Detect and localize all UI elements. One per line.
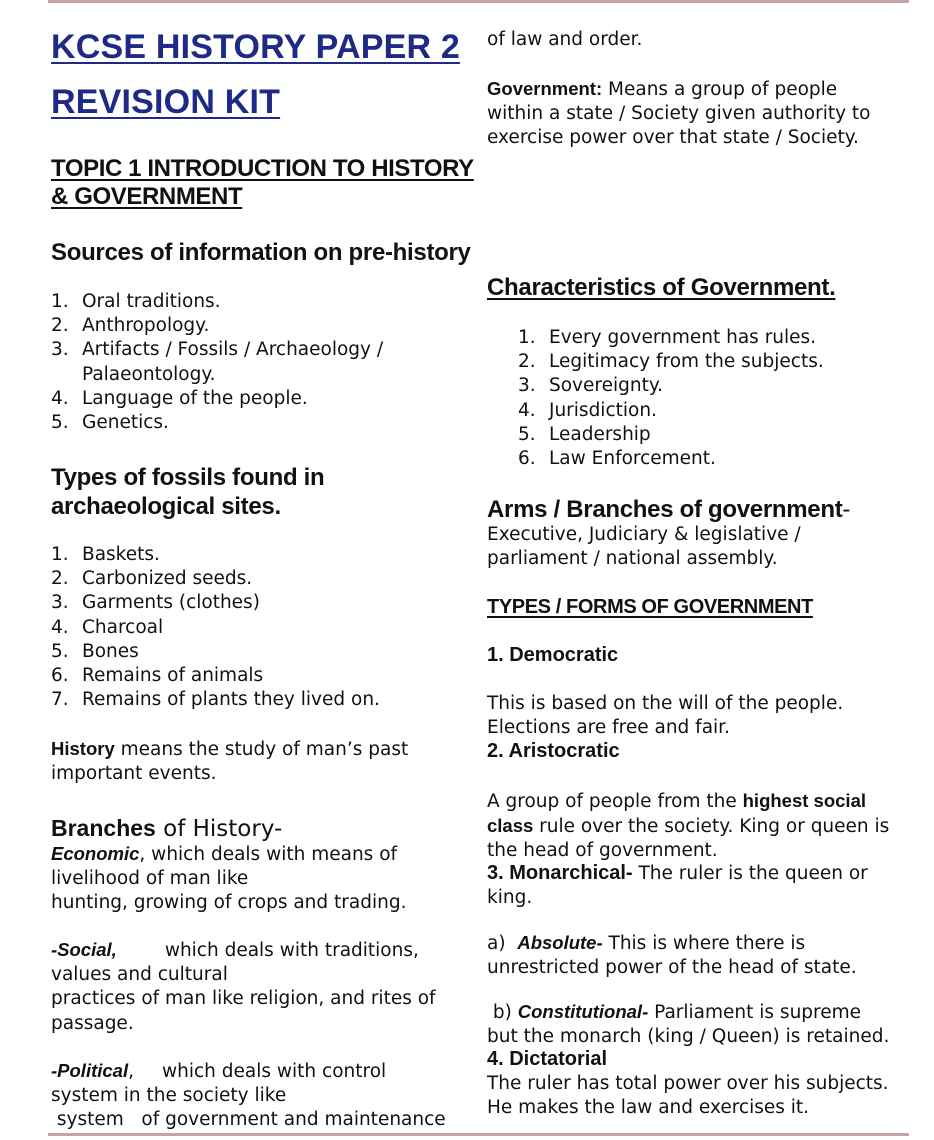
list-item: 2. Carbonized seeds.: [51, 568, 253, 590]
sources-list: [51, 290, 383, 435]
list-item: 3. Sovereignty.: [518, 375, 664, 397]
aristocratic-description: A group of people from the highest social class rule over the society. King or queen is the head of government.: [487, 790, 890, 862]
topic-heading-line2: & GOVERNMENT: [51, 183, 243, 210]
list-item: 5. Bones: [51, 640, 139, 662]
government-definition: Government: Means a group of people within a state / Society given authority to exercise power over that state / Society.: [487, 78, 871, 149]
monarchical-heading: 3. Monarchical-: [487, 862, 633, 884]
constitutional-monarchy: b) Constitutional- Parliament is supreme but the monarch (king / Queen) is retained.: [487, 1001, 890, 1048]
social-term: -Social,: [51, 939, 117, 960]
topic-heading-line1: TOPIC 1 INTRODUCTION TO HISTORY: [51, 155, 474, 182]
doc-title-line2: REVISION KIT: [51, 83, 281, 121]
list-item: 2. Anthropology.: [51, 315, 210, 337]
characteristics-heading: Characteristics of Government.: [487, 274, 836, 301]
types-heading: TYPES / FORMS OF GOVERNMENT: [487, 596, 813, 618]
arms-heading: Arms / Branches of government-: [487, 496, 851, 523]
doc-title-line1: KCSE HISTORY PAPER 2: [51, 28, 460, 66]
fossils-list: [51, 543, 380, 712]
monarchical-section: 3. Monarchical- The ruler is the queen or king.: [487, 862, 868, 909]
absolute-monarchy: a) Absolute- This is where there is unrestricted power of the head of state.: [487, 932, 857, 979]
list-item: 4. Jurisdiction.: [518, 399, 657, 421]
continued-line: of law and order.: [487, 29, 643, 50]
list-item: 6. Law Enforcement.: [518, 448, 716, 470]
history-definition: History means the study of man’s past important events.: [51, 738, 409, 785]
top-rule: [48, 0, 909, 3]
history-term: History: [51, 738, 115, 759]
list-item: 1. Oral traditions.: [51, 291, 221, 312]
list-item: 2. Legitimacy from the subjects.: [518, 351, 824, 373]
list-item: 4. Language of the people.: [51, 387, 308, 409]
list-item: 5. Leadership: [518, 423, 651, 445]
economic-branch: Economic, which deals with means of livelihood of man like hunting, growing of crops and trading.: [51, 843, 407, 914]
social-branch: -Social, which deals with traditions, values and cultural practices of man like religion, and rites of passage.: [51, 939, 436, 1034]
aristocratic-heading: 2. Aristocratic: [487, 740, 620, 762]
absolute-term: Absolute-: [517, 932, 603, 953]
government-term: Government:: [487, 78, 603, 99]
political-term: -Political: [51, 1060, 129, 1081]
dictatorial-description: The ruler has total power over his subjects. He makes the law and exercises it.: [487, 1073, 889, 1119]
political-branch: -Political, which deals with control system in the society like system of government and maintenance: [51, 1060, 446, 1131]
fossils-heading-line2: archaeological sites.: [51, 493, 281, 520]
constitutional-term: Constitutional-: [517, 1001, 649, 1022]
bottom-rule: [48, 1133, 909, 1136]
characteristics-list: [518, 326, 824, 471]
list-item: 7. Remains of plants they lived on.: [51, 689, 380, 711]
list-item: 6. Remains of animals: [51, 665, 264, 687]
branches-heading: Branches of History-: [51, 815, 283, 842]
list-item: 3. Artifacts / Fossils / Archaeology / Palaeontology.: [51, 339, 384, 385]
dictatorial-heading: 4. Dictatorial: [487, 1048, 608, 1070]
sources-heading: Sources of information on pre-history: [51, 239, 471, 266]
arms-description: Executive, Judiciary & legislative / parliament / national assembly.: [487, 524, 801, 570]
democratic-description: This is based on the will of the people. Elections are free and fair.: [487, 693, 844, 739]
fossils-heading-line1: Types of fossils found in: [51, 464, 325, 491]
list-item: 1. Every government has rules.: [518, 327, 817, 348]
list-item: 1. Baskets.: [51, 544, 160, 565]
list-item: 4. Charcoal: [51, 616, 164, 638]
democratic-heading: 1. Democratic: [487, 644, 619, 666]
economic-term: Economic: [51, 843, 140, 864]
list-item: 3. Garments (clothes): [51, 592, 260, 614]
list-item: 5. Genetics.: [51, 412, 169, 434]
